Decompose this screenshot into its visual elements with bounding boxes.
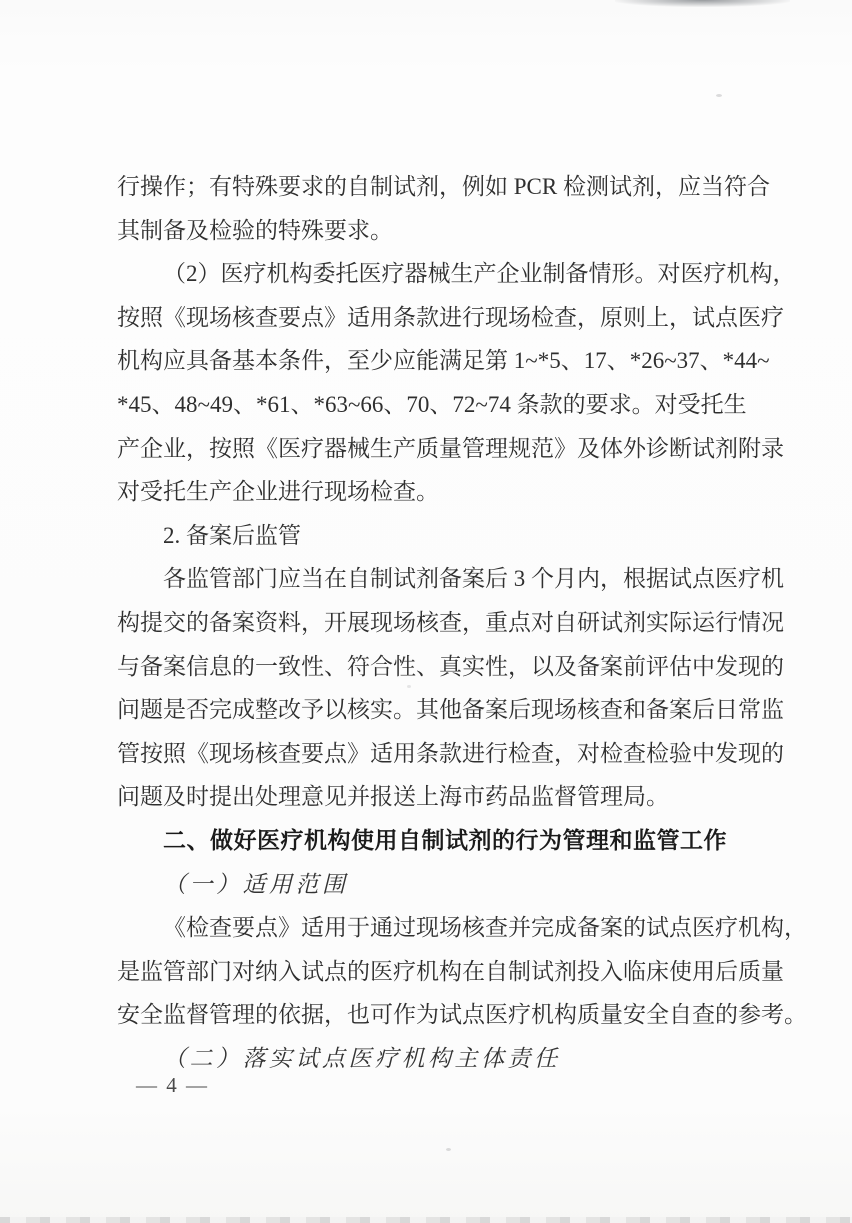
- paragraph-line: 行操作；有特殊要求的自制试剂，例如 PCR 检测试剂，应当符合: [117, 174, 770, 199]
- paragraph-line: 管按照《现场核查要点》适用条款进行检查，对检查检验中发现的: [117, 740, 784, 766]
- paragraph-line: 对受托生产企业进行现场检查。: [117, 479, 439, 505]
- paragraph-line: 各监管部门应当在自制试剂备案后 3 个月内，根据试点医疗机: [163, 566, 784, 592]
- section-heading: 二、做好医疗机构使用自制试剂的行为管理和监管工作: [163, 826, 727, 853]
- paragraph-line: *45、48~49、*61、*63~66、70、72~74 条款的要求。对受托生: [117, 391, 747, 417]
- paragraph-line: 机构应具备基本条件，至少应能满足第 1~*5、17、*26~37、*44~: [117, 348, 770, 374]
- subsection-heading: （二）落实试点医疗机构主体责任: [163, 1045, 561, 1071]
- paragraph-line: 是监管部门对纳入试点的医疗机构在自制试剂投入临床使用后质量: [117, 958, 784, 984]
- scan-artifact: [716, 94, 722, 97]
- scan-artifact-top: [615, 0, 790, 7]
- paragraph-line: 按照《现场核查要点》适用条款进行现场检查，原则上，试点医疗: [117, 304, 784, 330]
- paragraph-line: 安全监督管理的依据，也可作为试点医疗机构质量安全自查的参考。: [117, 1002, 807, 1028]
- page-body: [117, 165, 807, 1080]
- paragraph-line: （2）医疗机构委托医疗器械生产企业制备情形。对医疗机构，: [163, 261, 796, 287]
- paragraph-line: 其制备及检验的特殊要求。: [117, 217, 393, 243]
- paragraph-line: 构提交的备案资料，开展现场核查，重点对自研试剂实际运行情况: [117, 609, 784, 635]
- page-number: — 4 —: [136, 1073, 209, 1097]
- subsection-heading: （一）适用范围: [163, 871, 349, 897]
- paragraph-line: 与备案信息的一致性、符合性、真实性，以及备案前评估中发现的: [117, 653, 784, 679]
- paragraph-line: 产企业，按照《医疗器械生产质量管理规范》及体外诊断试剂附录: [117, 435, 784, 461]
- numbered-subheading: 2. 备案后监管: [163, 522, 301, 548]
- paragraph-line: 问题及时提出处理意见并报送上海市药品监督管理局。: [117, 784, 669, 810]
- scan-artifact-bottom: [0, 1217, 852, 1223]
- scan-artifact: [446, 1148, 451, 1151]
- paragraph-line: 问题是否完成整改予以核实。其他备案后现场核查和备案后日常监: [117, 697, 784, 723]
- paragraph-line: 《检查要点》适用于通过现场核查并完成备案的试点医疗机构，: [163, 915, 807, 941]
